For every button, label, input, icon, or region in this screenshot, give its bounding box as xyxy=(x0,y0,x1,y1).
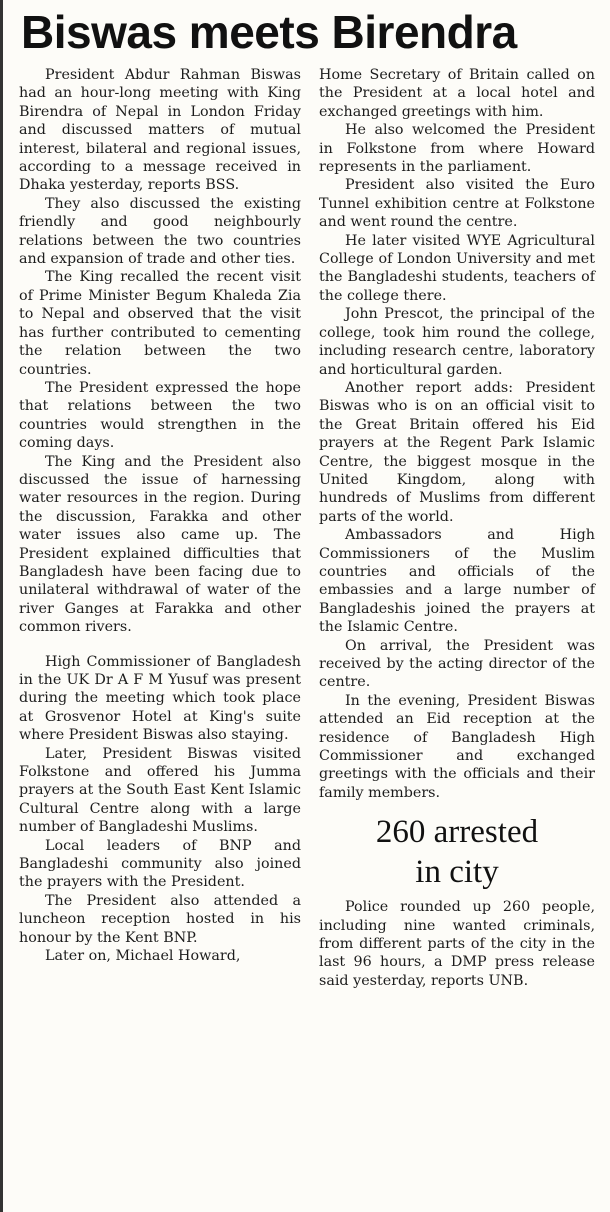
article-column-left xyxy=(19,66,301,966)
article-paragraph: Ambassadors and High Commissioners of the Muslim countries and officials of the embassies and a large number of Bangladeshis joined the prayers at the Islamic Centre. xyxy=(319,527,595,636)
article-paragraph: The King and the President also discussed the issue of harnessing water resources in the region. During the discussion, Farakka and other water issues also came up. The President explained difficulties that Bangladesh have been facing due to unilateral withdrawal of water of the river Ganges at Farakka and other common rivers. xyxy=(19,453,301,636)
article-paragraph: Later, President Biswas visited Folkstone and offered his Jumma prayers at the South East Kent Islamic Cultural Centre along with a large number of Bangladeshi Muslims. xyxy=(19,745,301,836)
article-paragraph: The President expressed the hope that relations between the two countries would strengthen in the coming days. xyxy=(19,379,301,452)
article-paragraph: The President also attended a luncheon reception hosted in his honour by the Kent BNP. xyxy=(19,892,301,946)
article-paragraph: President also visited the Euro Tunnel exhibition centre at Folkstone and went round the centre. xyxy=(319,177,595,231)
article-paragraph: They also discussed the existing friendly and good neighbourly relations between the two countries and expansion of trade and other ties. xyxy=(19,195,301,268)
article-paragraph: John Prescot, the principal of the college, took him round the college, including research centre, laboratory and horticultural garden. xyxy=(319,306,595,378)
article-paragraph: High Commissioner of Bangladesh in the UK Dr A F M Yusuf was present during the meeting which took place at Grosvenor Hotel at King's suite where President Biswas also staying. xyxy=(19,653,301,744)
article-paragraph: In the evening, President Biswas attended an Eid reception at the residence of Bangladesh High Commissioner and exchanged greetings with the officials and their family members. xyxy=(319,692,595,801)
sidebar-headline-line: in city xyxy=(415,854,499,891)
article-paragraph: The King recalled the recent visit of Prime Minister Begum Khaleda Zia to Nepal and observed that the visit has further contributed to cementing the relation between the two countries. xyxy=(19,269,301,378)
article-paragraph: Another report adds: President Biswas who is on an official visit to the Great Britain offered his Eid prayers at the Regent Park Islamic Centre, the biggest mosque in the United Kingdom, along with hundreds of Muslims from different parts of the world. xyxy=(319,379,595,525)
article-column-right xyxy=(319,66,595,990)
article-headline: Biswas meets Birendra xyxy=(21,6,517,58)
sidebar-headline-line: 260 arrested xyxy=(375,814,539,851)
article-paragraph: Local leaders of BNP and Bangladeshi community also joined the prayers with the President. xyxy=(19,837,301,891)
article-paragraph: Later on, Michael Howard, xyxy=(45,948,241,965)
sidebar-story-headline xyxy=(319,812,595,892)
article-paragraph: He also welcomed the President in Folkstone from where Howard represents in the parliament. xyxy=(319,122,595,176)
article-paragraph: President Abdur Rahman Biswas had an hour-long meeting with King Birendra of Nepal in London Friday and discussed matters of mutual interest, bilateral and regional issues, according to a message received in Dhaka yesterday, reports BSS. xyxy=(19,67,301,194)
article-paragraph: He later visited WYE Agricultural College of London University and met the Bangladeshi students, teachers of the college there. xyxy=(319,232,595,304)
article-paragraph: On arrival, the President was received by the acting director of the centre. xyxy=(319,637,595,691)
sidebar-story-body: Police rounded up 260 people, including nine wanted criminals, from different parts of the city in the last 96 hours, a DMP press release said yesterday, reports UNB. xyxy=(319,899,595,989)
article-paragraph: Home Secretary of Britain called on the President at a local hotel and exchanged greetings with him. xyxy=(319,67,595,120)
